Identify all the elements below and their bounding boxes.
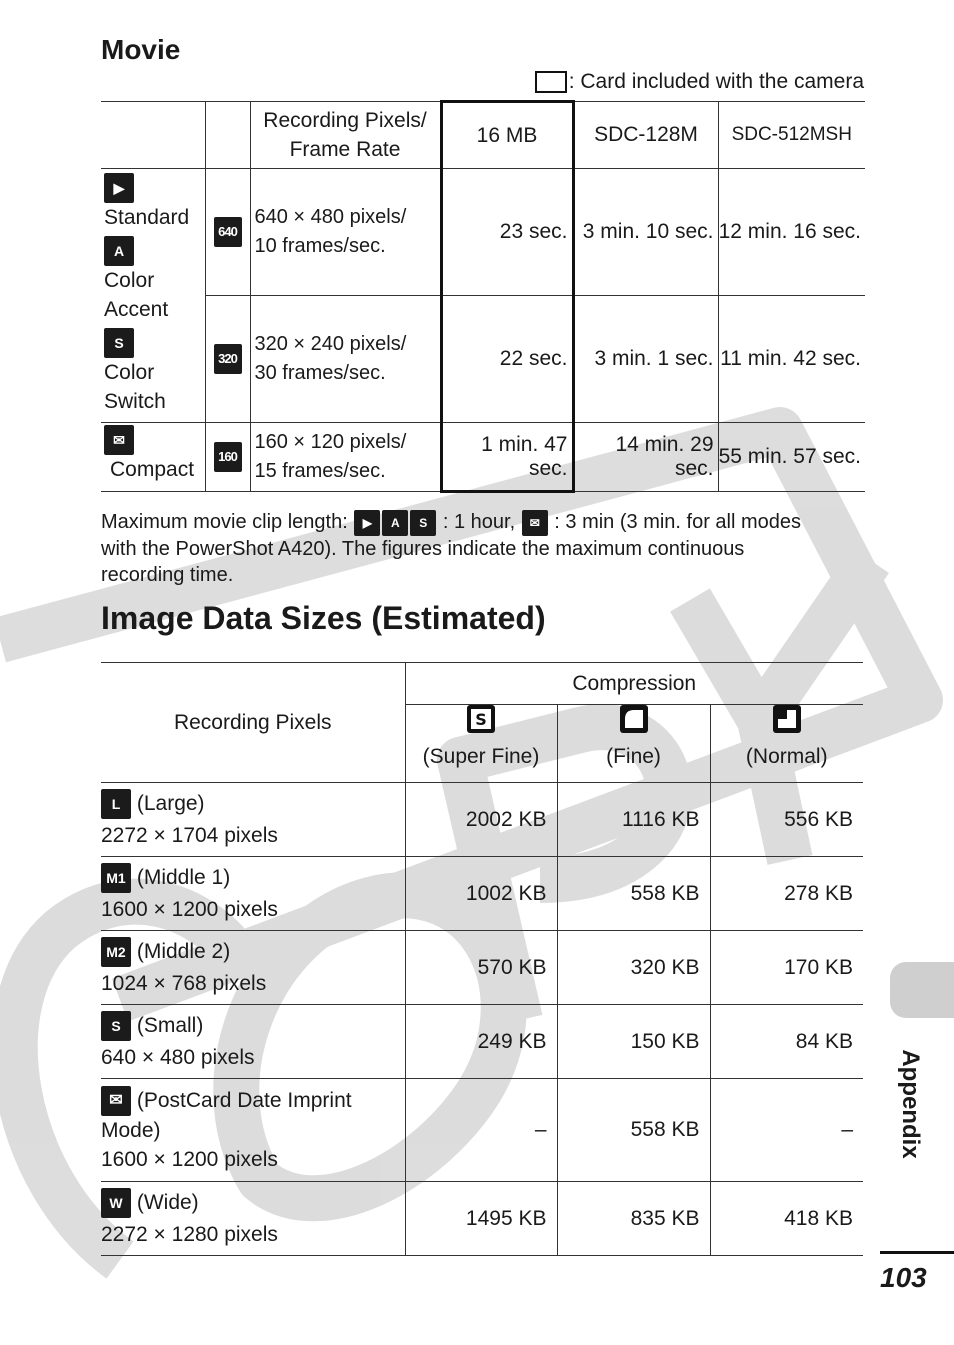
size-icon-cell: [205, 169, 250, 296]
size-icon-cell: [205, 296, 250, 423]
value-fine: 558 KB: [557, 1079, 710, 1182]
small-icon: S: [101, 1011, 131, 1041]
size-640-icon: 640: [214, 217, 242, 247]
note-prefix: Maximum movie clip length:: [101, 511, 348, 533]
quality-fine: [557, 705, 710, 783]
size-label: (Middle 1): [136, 865, 231, 889]
mode-column: [101, 169, 205, 423]
value-superfine: 249 KB: [405, 1005, 557, 1079]
size-label: (Middle 2): [136, 939, 231, 963]
value-16mb: 22 sec.: [441, 296, 573, 423]
header-card-sdc128m: SDC-128M: [573, 102, 718, 169]
compact-movie-icon: ✉: [104, 425, 134, 455]
value-16mb: 1 min. 47 sec.: [441, 423, 573, 492]
size-pixels: 640 × 480 pixels: [101, 1045, 255, 1069]
appendix-label: Appendix: [897, 1049, 924, 1159]
size-pixels: 1600 × 1200 pixels: [101, 897, 278, 921]
size-pixels: 2272 × 1280 pixels: [101, 1222, 278, 1246]
size-icon-cell: [205, 423, 250, 492]
mode-compact: Compact: [110, 458, 195, 482]
value-superfine: 570 KB: [405, 931, 557, 1005]
value-128m: 3 min. 10 sec.: [573, 169, 718, 296]
size-label: (Large): [136, 791, 205, 815]
quality-superfine-label: (Super Fine): [422, 745, 540, 768]
table-row: [101, 783, 863, 857]
quality-normal: [710, 705, 863, 783]
svg-text:S: S: [475, 710, 487, 729]
value-fine: 320 KB: [557, 931, 710, 1005]
value-superfine: –: [405, 1079, 557, 1182]
pixels-320: 320 × 240 pixels/ 30 frames/sec.: [250, 296, 441, 423]
compact-movie-icon: ✉: [522, 510, 548, 536]
mode-compact-cell: [101, 423, 205, 492]
mode-color-switch: Color Switch: [104, 361, 166, 414]
size-pixels: 2272 × 1704 pixels: [101, 823, 278, 847]
color-switch-icon: S: [104, 328, 134, 358]
large-icon: L: [101, 789, 131, 819]
size-pixels: 1600 × 1200 pixels: [101, 1148, 278, 1172]
size-pixels: 1024 × 768 pixels: [101, 971, 267, 995]
value-superfine: 1002 KB: [405, 857, 557, 931]
value-normal: 418 KB: [710, 1182, 863, 1256]
value-fine: 835 KB: [557, 1182, 710, 1256]
table-row: [101, 857, 863, 931]
value-128m: 14 min. 29 sec.: [573, 423, 718, 492]
header-card-16mb: 16 MB: [441, 102, 573, 169]
size-160-icon: 160: [214, 442, 242, 472]
value-512msh: 55 min. 57 sec.: [718, 423, 865, 492]
movie-header-row: [101, 102, 865, 169]
middle1-icon: M1: [101, 863, 131, 893]
value-16mb: 23 sec.: [441, 169, 573, 296]
movie-section-title: Movie: [101, 34, 181, 65]
movie-row: [101, 169, 865, 296]
value-fine: 150 KB: [557, 1005, 710, 1079]
table-row: [101, 1005, 863, 1079]
image-sizes-table: [101, 662, 863, 1256]
page-number-rule: [880, 1251, 954, 1254]
page-number: 103: [880, 1262, 927, 1293]
value-512msh: 11 min. 42 sec.: [718, 296, 865, 423]
normal-icon: [773, 705, 801, 733]
quality-superfine: [405, 705, 557, 783]
movie-table: [101, 100, 865, 493]
color-switch-icon: S: [410, 510, 436, 536]
header-recording: Recording Pixels/ Frame Rate: [250, 102, 441, 169]
table-row: [101, 1079, 863, 1182]
quality-normal-label: (Normal): [745, 745, 828, 768]
sizes-header-row: [101, 663, 863, 705]
header-recording-pixels: Recording Pixels: [101, 663, 405, 783]
wide-icon: W: [101, 1188, 131, 1218]
image-sizes-title: Image Data Sizes (Estimated): [101, 600, 546, 636]
header-empty-1: [101, 102, 205, 169]
table-row: [101, 931, 863, 1005]
color-accent-icon: A: [104, 236, 134, 266]
mode-color-accent: Color Accent: [104, 269, 169, 322]
size-label-cell: [101, 857, 405, 931]
size-label-cell: [101, 931, 405, 1005]
movie-note: [101, 509, 821, 588]
size-label: (PostCard Date Imprint Mode): [101, 1088, 352, 1143]
movie-camera-icon: ▶: [354, 510, 380, 536]
size-320-icon: 320: [214, 344, 242, 374]
pixels-160: 160 × 120 pixels/ 15 frames/sec.: [250, 423, 441, 492]
appendix-tab[interactable]: [890, 962, 954, 1018]
header-card-sdc512msh: SDC-512MSH: [718, 102, 865, 169]
postcard-icon: ✉: [101, 1086, 131, 1116]
value-superfine: 2002 KB: [405, 783, 557, 857]
value-fine: 1116 KB: [557, 783, 710, 857]
header-empty-2: [205, 102, 250, 169]
header-compression: Compression: [405, 663, 863, 705]
note-mid: : 1 hour,: [442, 511, 516, 533]
value-normal: 556 KB: [710, 783, 863, 857]
size-label-cell: [101, 1182, 405, 1256]
size-label: (Wide): [136, 1190, 199, 1214]
movie-camera-icon: ▶: [104, 173, 134, 203]
card-note-text: : Card included with the camera: [568, 70, 864, 93]
pixels-640: 640 × 480 pixels/ 10 frames/sec.: [250, 169, 441, 296]
color-accent-icon: A: [382, 510, 408, 536]
table-row: [101, 1182, 863, 1256]
fine-icon: [620, 705, 648, 733]
size-label-cell: [101, 1005, 405, 1079]
value-normal: 84 KB: [710, 1005, 863, 1079]
value-superfine: 1495 KB: [405, 1182, 557, 1256]
size-label: (Small): [136, 1013, 204, 1037]
movie-row: [101, 423, 865, 492]
mode-standard: Standard: [104, 206, 190, 230]
middle2-icon: M2: [101, 937, 131, 967]
value-fine: 558 KB: [557, 857, 710, 931]
value-normal: –: [710, 1079, 863, 1182]
card-note: [535, 70, 864, 94]
size-label-cell: [101, 783, 405, 857]
value-128m: 3 min. 1 sec.: [573, 296, 718, 423]
quality-fine-label: (Fine): [606, 745, 661, 768]
size-label-cell: [101, 1079, 405, 1182]
superfine-icon: [467, 705, 495, 733]
card-box-icon: [535, 71, 567, 93]
movie-row: [101, 296, 865, 423]
note-rest: : 3 min (3 min. for all modes with the PowerShot A420). The figures indicate the maximum continuous recording time.: [101, 511, 802, 586]
value-normal: 170 KB: [710, 931, 863, 1005]
value-512msh: 12 min. 16 sec.: [718, 169, 865, 296]
value-normal: 278 KB: [710, 857, 863, 931]
